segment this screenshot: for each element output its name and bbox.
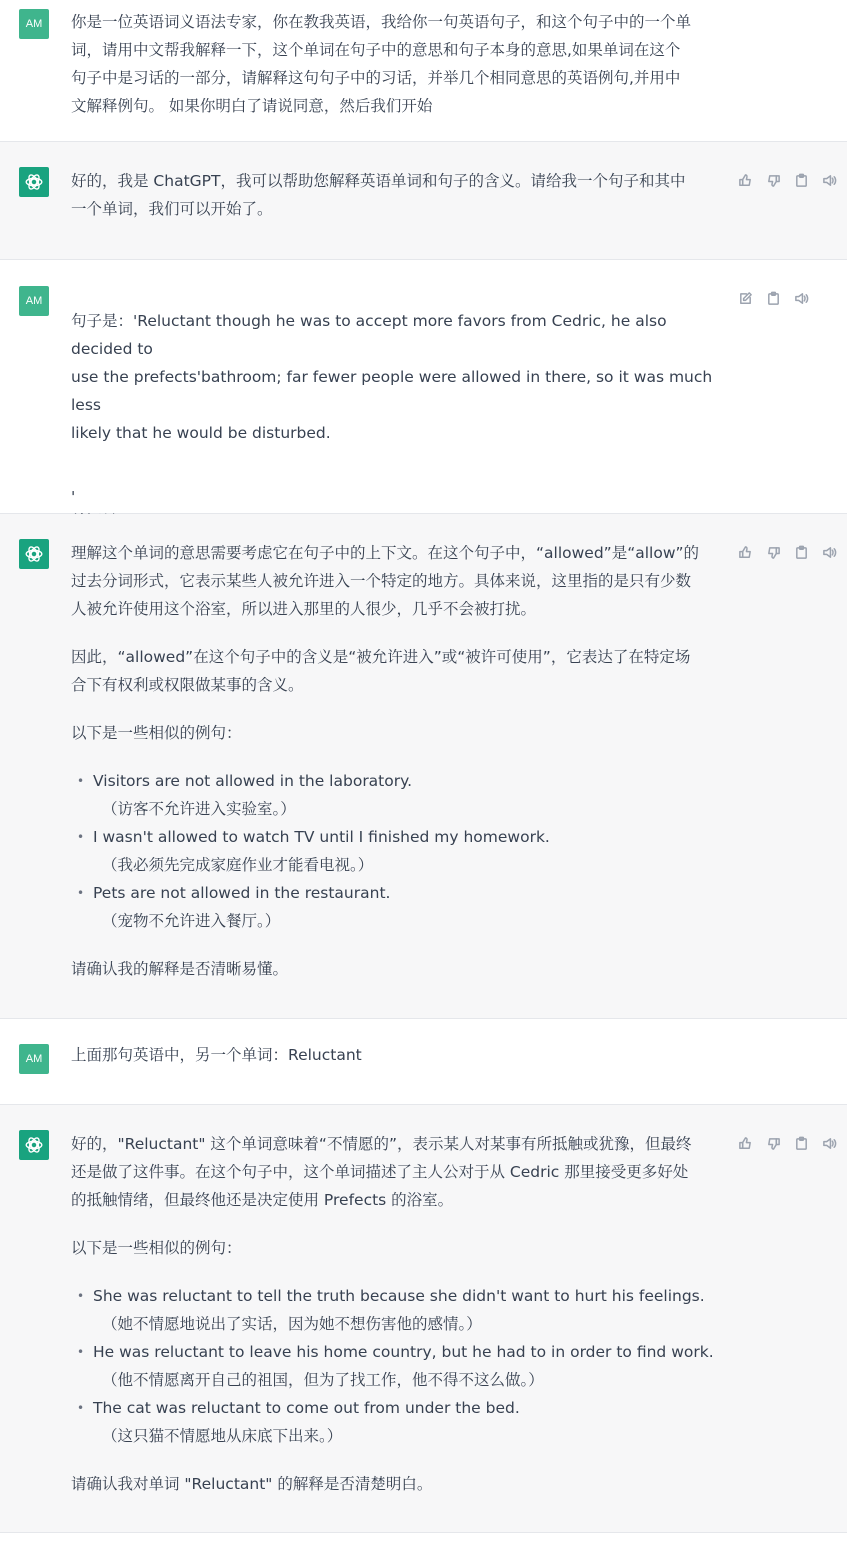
openai-logo-icon [23,1134,45,1156]
user-avatar-initials: AM [25,18,43,30]
clipboard-icon[interactable] [765,290,781,306]
text-line: 好的，我是 ChatGPT，我可以帮助您解释英语单词和句子的含义。请给我一个句子和其中 [71,172,686,190]
user-avatar [19,1044,49,1074]
speaker-icon[interactable] [821,172,837,188]
speaker-icon[interactable] [821,1135,837,1151]
example-chinese: （她不情愿地说出了实话，因为她不想伤害他的感情。） [102,1315,482,1333]
user-message-text [71,1041,731,1069]
text-line: 你是一位英语词义语法专家，你在教我英语，我给你一句英语句子，和这个句子中的一个单 [71,13,692,31]
text-line: 以下是一些相似的例句： [71,724,242,742]
text-line: 句子中是习话的一部分，请解释这句句子中的习话，并举几个相同意思的英语例句,并用中 [71,69,681,87]
thumbs-up-icon[interactable] [737,544,753,560]
list-item: • The cat was reluctant to come out from under the bed. （这只猫不情愿地从床底下出来。） [71,1394,731,1450]
example-english: She was reluctant to tell the truth because she didn't want to hurt his feelings. [93,1287,705,1305]
speaker-icon[interactable] [821,544,837,560]
text-line: 合下有权利或权限做某事的含义。 [71,676,304,694]
message-actions [737,172,837,188]
thumbs-down-icon[interactable] [765,1135,781,1151]
text-line: ' [71,488,76,506]
assistant-message-text [71,1130,731,1498]
text-line: 文解释例句。 如果你明白了请说同意，然后我们开始 [71,97,433,115]
user-avatar [19,9,49,39]
thumbs-down-icon[interactable] [765,172,781,188]
example-english: Pets are not allowed in the restaurant. [93,884,391,902]
example-chinese: （宠物不允许进入餐厅。） [102,912,281,930]
text-line: 句子是：'Reluctant though he was to accept more favors from Cedric, he also decided to [71,312,667,358]
list-item: • She was reluctant to tell the truth because she didn't want to hurt his feelings. （她不情愿地说出了实话，因为她不想伤害他的感情。） [71,1282,731,1338]
example-list [71,1282,731,1450]
text-line: 还是做了这件事。在这个句子中，这个单词描述了主人公对于从 Cedric 那里接受更多好处 [71,1163,689,1181]
text-line: likely that he would be disturbed. [71,424,331,442]
assistant-message-2 [0,142,847,260]
assistant-message-6 [0,1105,847,1533]
assistant-avatar [19,1130,49,1160]
user-message-text [71,8,731,120]
text-line: 过去分词形式，它表示某些人被允许进入一个特定的地方。具体来说，这里指的是只有少数 [71,572,692,590]
list-item: • He was reluctant to leave his home country, but he had to in order to find work. （他不情愿离开自己的祖国，但为了找工作，他不得不这么做。） [71,1338,731,1394]
list-item: • Visitors are not allowed in the laboratory. （访客不允许进入实验室。） [71,767,731,823]
clipboard-icon[interactable] [793,544,809,560]
thumbs-up-icon[interactable] [737,1135,753,1151]
message-actions [737,544,837,560]
user-message-1 [0,0,847,142]
text-line: 请确认我的解释是否清晰易懂。 [71,960,289,978]
text-line: 的抵触情绪，但最终他还是决定使用 Prefects 的浴室。 [71,1191,454,1209]
text-line: 理解这个单词的意思需要考虑它在句子中的上下文。在这个句子中，“allowed”是“allow”的 [71,544,700,562]
example-chinese: （他不情愿离开自己的祖国，但为了找工作，他不得不这么做。） [102,1371,544,1389]
clipboard-icon[interactable] [793,172,809,188]
assistant-avatar [19,539,49,569]
example-chinese: （我必须先完成家庭作业才能看电视。） [102,856,374,874]
message-actions [737,290,809,306]
example-chinese: （这只猫不情愿地从床底下出来。） [102,1427,343,1445]
user-message-3 [0,260,847,514]
assistant-avatar [19,167,49,197]
user-message-text [71,307,731,535]
example-list [71,767,731,935]
assistant-message-4 [0,514,847,1019]
thumbs-down-icon[interactable] [765,544,781,560]
assistant-message-text [71,539,731,983]
text-line: 上面那句英语中，另一个单词：Reluctant [71,1046,362,1064]
example-chinese: （访客不允许进入实验室。） [102,800,296,818]
text-line: 因此，“allowed”在这个句子中的含义是“被允许进入”或“被许可使用”，它表达了在特定场 [71,648,691,666]
user-avatar [19,286,49,316]
user-avatar-initials: AM [25,295,43,307]
user-avatar-initials: AM [25,1053,43,1065]
text-line: 以下是一些相似的例句： [71,1239,242,1257]
speaker-icon[interactable] [793,290,809,306]
message-actions [737,1135,837,1151]
thumbs-up-icon[interactable] [737,172,753,188]
example-english: The cat was reluctant to come out from under the bed. [93,1399,520,1417]
example-english: He was reluctant to leave his home country, but he had to in order to find work. [93,1343,714,1361]
assistant-message-text [71,167,731,223]
text-line: use the prefects'bathroom; far fewer people were allowed in there, so it was much less [71,368,713,414]
text-line: 好的，"Reluctant" 这个单词意味着“不情愿的”，表示某人对某事有所抵触或犹豫，但最终 [71,1135,692,1153]
text-line: 请确认我对单词 "Reluctant" 的解释是否清楚明白。 [71,1475,433,1493]
list-item: • I wasn't allowed to watch TV until I finished my homework. （我必须先完成家庭作业才能看电视。） [71,823,731,879]
edit-icon[interactable] [737,290,753,306]
openai-logo-icon [23,171,45,193]
openai-logo-icon [23,543,45,565]
text-line: 一个单词，我们可以开始了。 [71,200,273,218]
list-item: • Pets are not allowed in the restaurant. （宠物不允许进入餐厅。） [71,879,731,935]
example-english: I wasn't allowed to watch TV until I finished my homework. [93,828,550,846]
clipboard-icon[interactable] [793,1135,809,1151]
text-line: 词，请用中文帮我解释一下，这个单词在句子中的意思和句子本身的意思,如果单词在这个 [71,41,681,59]
text-line: 人被允许使用这个浴室，所以进入那里的人很少，几乎不会被打扰。 [71,600,537,618]
example-english: Visitors are not allowed in the laboratory. [93,772,413,790]
user-message-5 [0,1019,847,1105]
